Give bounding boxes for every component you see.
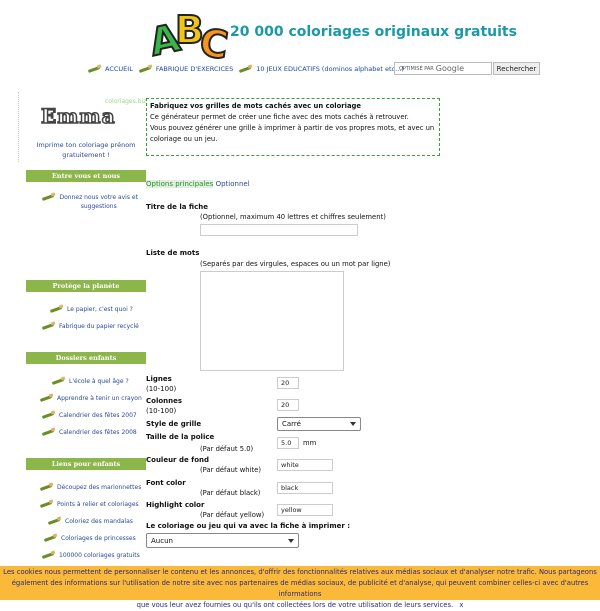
sidebar-link-points[interactable]: Points à relier et coloriages [40,500,139,508]
cols-input[interactable]: 20 [277,399,299,411]
sidebar-link-cal2008[interactable]: Calendrier des fêtes 2008 [42,428,137,436]
pencil-icon [40,483,54,491]
pencil-icon [42,411,56,419]
pencil-icon [88,65,102,73]
emma-promo[interactable]: coloriages.biz Emma [18,92,148,162]
rows-label: Lignes (10-100) [146,375,177,393]
sidebar-link-avis[interactable]: Donnez nous votre avis et suggestions [42,193,142,211]
cookie-close-button[interactable]: x [459,601,464,609]
intro-box: Fabriquez vos grilles de mots cachés avec un coloriage Ce générateur permet de créer une fiche avec des mots cachés à retrouver. Vous pouvez générer une grille à imprimer à partir de vos propres mots, et avec un coloriage ou un jeu. [146,98,440,156]
coloring-label: Le coloriage ou jeu qui va avec la fiche à imprimer : [146,522,351,530]
bg-color-hint: (Par défaut white) [200,466,262,474]
highlight-color-hint: (Par défaut yellow) [200,511,265,519]
sidebar-link-cal2007[interactable]: Calendrier des fêtes 2007 [42,411,137,419]
title-hint: (Optionnel, maximum 40 lettres et chiffres seulement) [200,213,386,221]
title-label: Titre de la fiche [146,203,208,211]
cookie-banner: Les cookies nous permettent de personnaliser le contenu et les annonces, d'offrir des fonctionnalités relatives aux médias sociaux et d'analyser notre trafic. Nous partageons également des informations sur l'utilisation de notre site avec nos partenaires de médias sociaux, de publicité et d'analyse, qui peuvent combiner celles-ci avec d'autres informations que vous leur avez fournies ou qu'ils ont collectées lors de votre utilisation de leurs services. x [0,566,600,600]
nav-item-fabrique[interactable]: FABRIQUE D'EXERCICES [139,65,233,73]
sidebar-link-princesses[interactable]: Coloriages de princesses [44,534,136,542]
emma-text[interactable]: Imprime ton coloriage prénom gratuitement ! [36,141,136,159]
options-tabs [146,180,250,188]
grid-style-select[interactable]: Carré [277,417,361,431]
highlight-color-input[interactable]: yellow [277,504,333,516]
bg-color-input[interactable]: white [277,459,333,471]
sidebar-link-recycle[interactable]: Fabrique du papier recyclé [42,322,139,330]
sidebar-link-100000[interactable]: 100000 coloriages gratuits [42,551,140,559]
pencil-icon [40,500,54,508]
grid-style-label: Style de grille [146,420,202,428]
pencil-icon [50,305,64,313]
emma-logo: Emma [41,104,116,128]
sidebar-link-crayon[interactable]: Apprendre à tenir un crayon [40,394,142,402]
section-header-entre-vous: Entre vous et nous [26,170,146,182]
cols-label: Colonnes (10-100) [146,397,183,415]
words-hint: (Separés par des virgules, espaces ou un mot par ligne) [200,260,391,268]
google-brand: Google [435,64,464,73]
pencil-icon [42,428,56,436]
section-header-dossiers: Dossiers enfants [26,352,146,364]
section-header-liens: Liens pour enfants [26,458,146,470]
tab-options-principales[interactable]: Options principales [146,180,214,188]
top-nav [88,62,410,76]
search-button[interactable]: Rechercher [493,62,540,75]
header [0,0,600,68]
pencil-icon [48,517,62,525]
pencil-icon [52,377,66,385]
title-input[interactable] [200,224,358,236]
font-color-input[interactable]: black [277,482,333,494]
sidebar-link-marionnettes[interactable]: Découpez des marionnettes [40,483,141,491]
font-color-label: Font color [146,479,186,487]
bg-color-label: Couleur de fond [146,456,209,464]
font-size-unit: mm [303,439,317,447]
words-textarea[interactable] [200,271,344,371]
words-label: Liste de mots [146,249,200,257]
coloring-select[interactable]: Aucun [146,533,299,548]
section-header-planete: Protège la planète [26,280,146,292]
highlight-color-label: Highlight color [146,501,205,509]
pencil-icon [139,65,153,73]
nav-item-jeux[interactable]: 10 JEUX EDUCATIFS (dominos alphabet etc...) [239,65,404,73]
chevron-down-icon [288,539,294,543]
font-size-label: Taille de la police [146,433,215,441]
sidebar-link-mandalas[interactable]: Coloriez des mandalas [48,517,133,525]
font-color-hint: (Par défaut black) [200,489,261,497]
chevron-down-icon [350,422,356,426]
sidebar-link-ecole[interactable]: L'école à quel âge ? [52,377,129,385]
pencil-icon [42,193,52,201]
sidebar-link-papier[interactable]: Le papier, c'est quoi ? [50,305,133,313]
font-size-input[interactable]: 5.0 [277,437,299,449]
pencil-icon [42,551,56,559]
pencil-icon [239,65,253,73]
search-input[interactable]: OPTIMISÉ PAR Google [394,62,492,75]
pencil-icon [44,534,58,542]
site-title: 20 000 coloriages originaux gratuits [230,24,517,40]
nav-item-accueil[interactable]: ACCUEIL [88,65,133,73]
font-size-hint: (Par défaut 5.0) [200,445,254,453]
pencil-icon [40,394,54,402]
tab-optionnel[interactable]: Optionnel [215,180,250,188]
pencil-icon [42,322,56,330]
abc-logo[interactable]: A B C [145,8,231,68]
rows-input[interactable]: 20 [277,377,299,389]
